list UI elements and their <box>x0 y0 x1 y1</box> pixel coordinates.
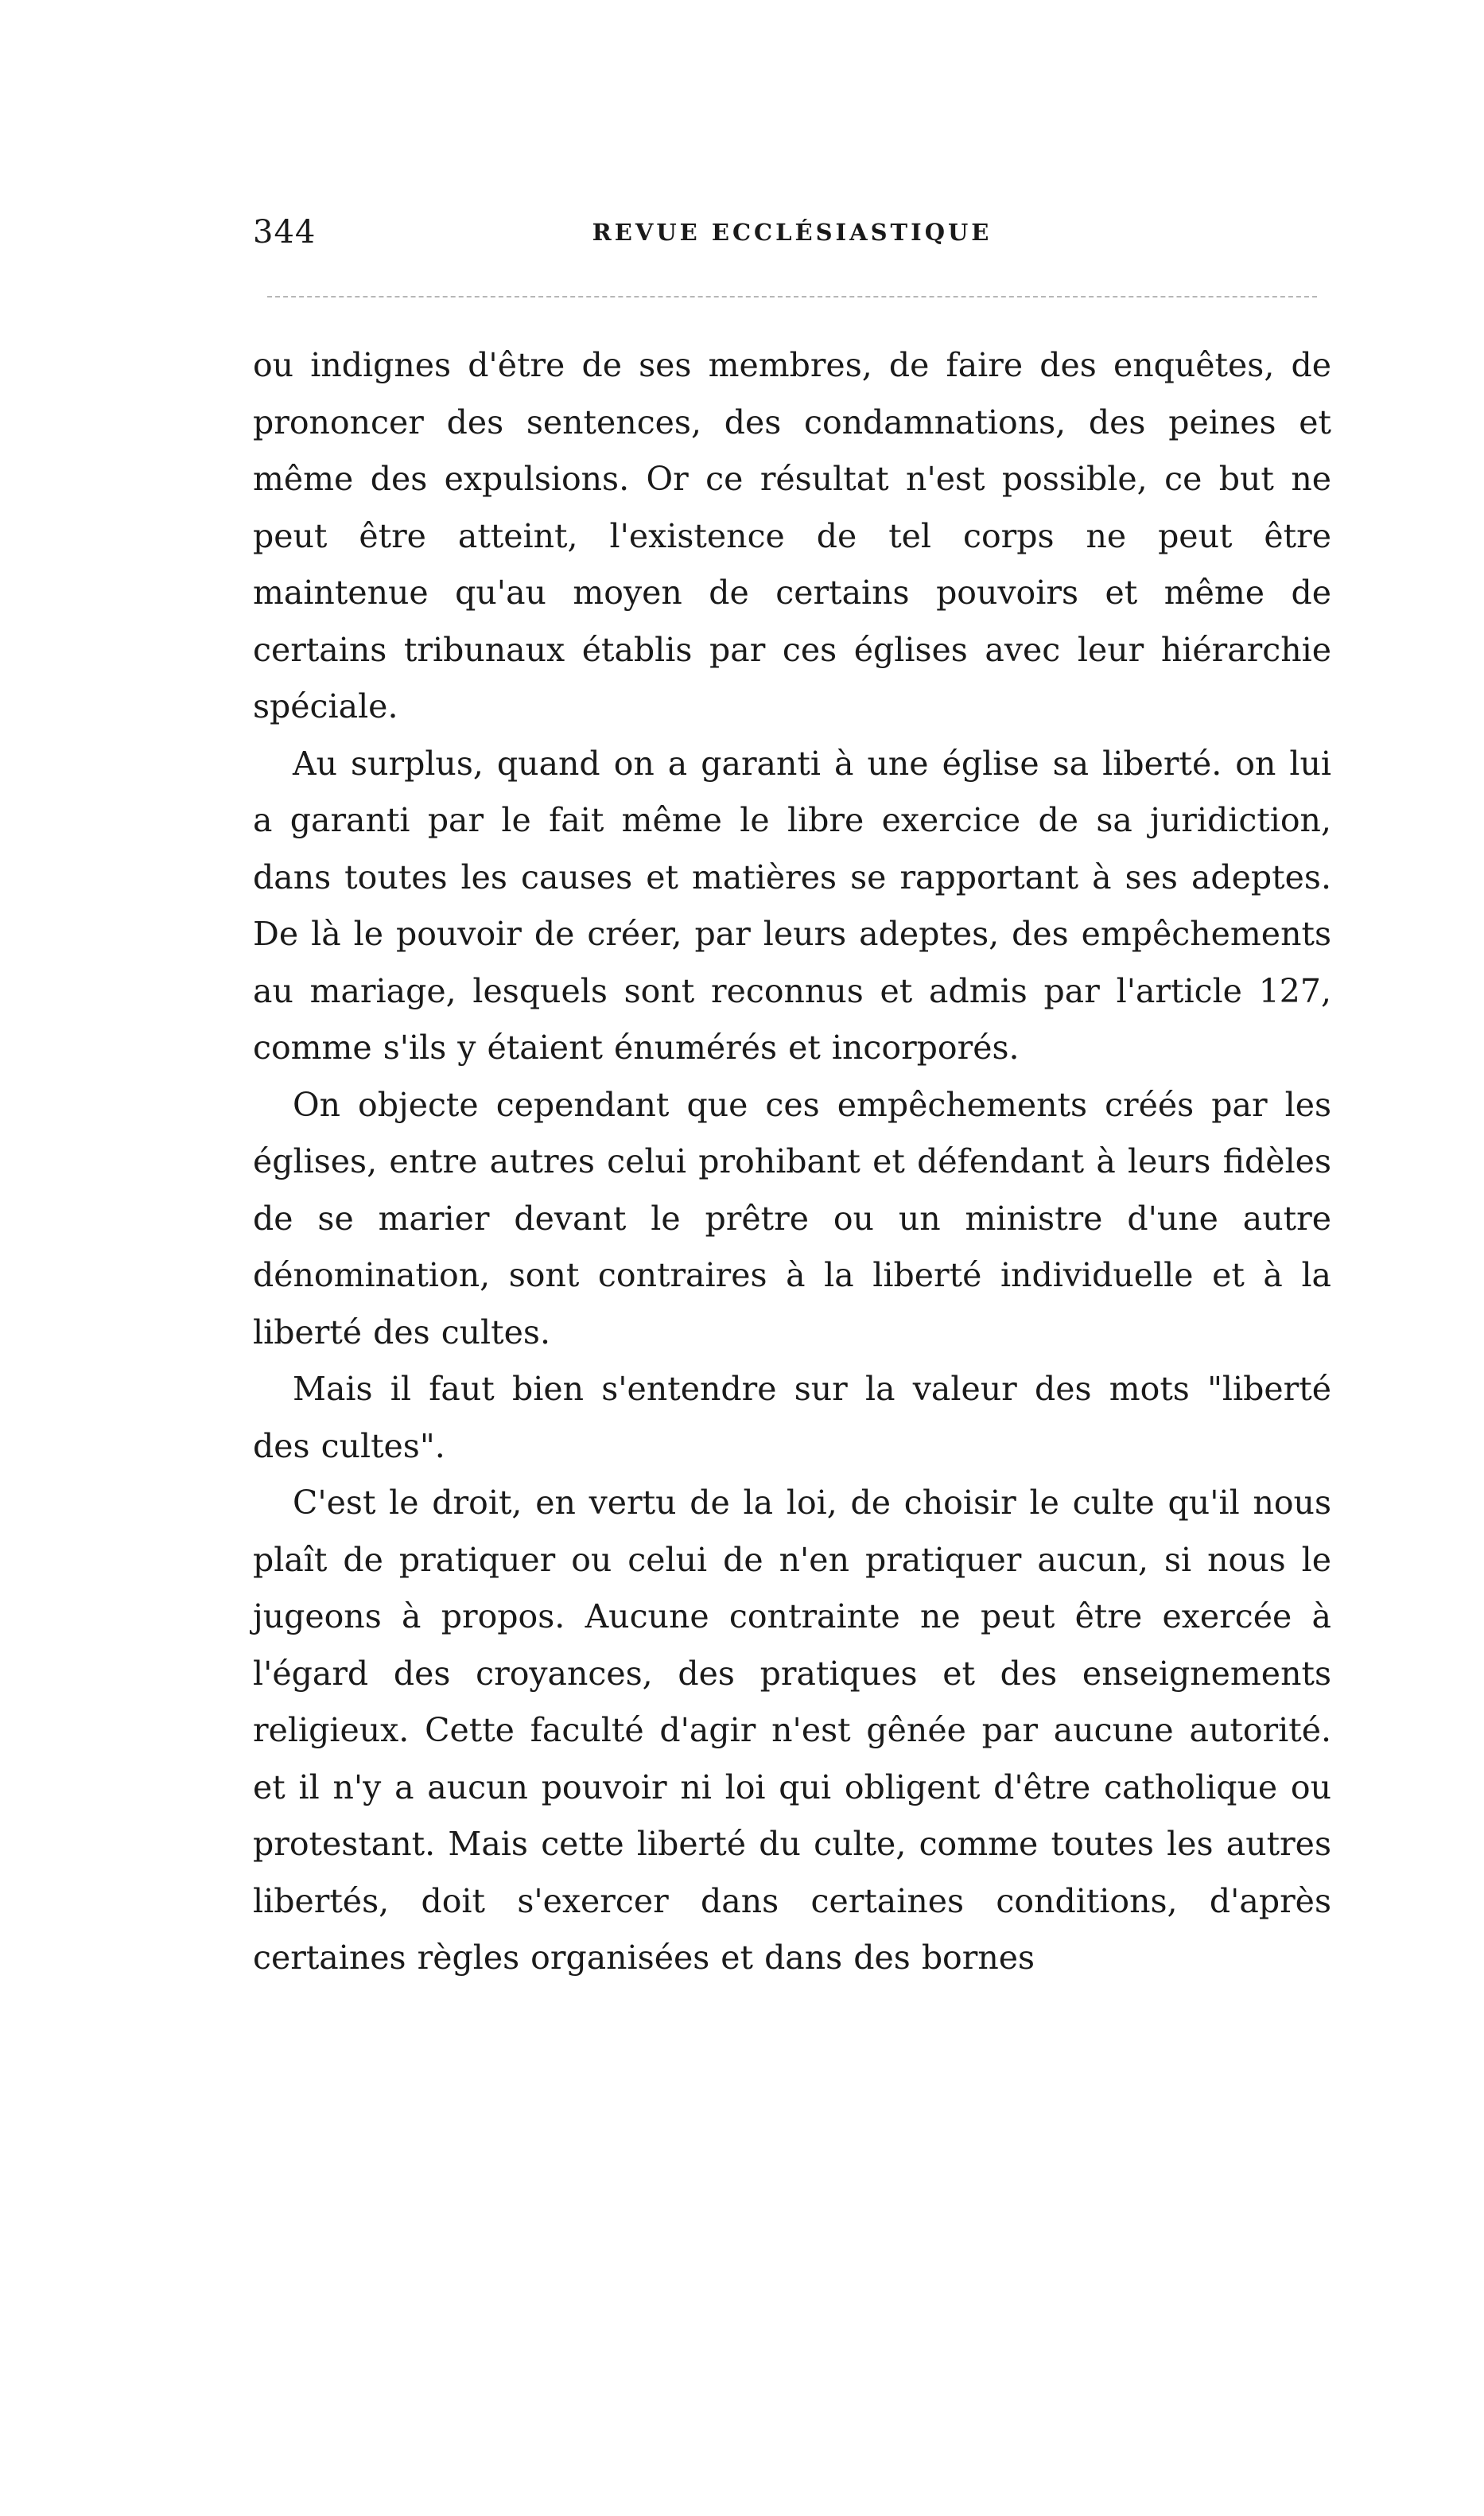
paragraph-5: C'est le droit, en vertu de la loi, de choisir le culte qu'il nous plaît de pratiquer ou celui de n'en pratiquer aucun, si nous le jugeons à propos. Aucune contrainte ne peut être exercée à l'égard des croyances, des pratiques et des enseignements religieux. Cette faculté d'agir n'est gênée par aucune autorité. et il n'y a aucun pouvoir ni loi qui obligent d'être catholique ou protestant. Mais cette liberté du culte, comme toutes les autres libertés, doit s'exercer dans certaines conditions, d'après certaines règles organisées et dans des bornes <box>253 1484 1331 1977</box>
paragraph-1: ou indignes d'être de ses membres, de faire des enquêtes, de prononcer des sentences, des condamnations, des peines et même des expulsions. Or ce résultat n'est possible, ce but ne peut être atteint, l'existence de tel corps ne peut être maintenue qu'au moyen de certains pouvoirs et même de certains tribunaux établis par ces églises avec leur hiérarchie spéciale. <box>253 346 1331 725</box>
paragraph-4: Mais il faut bien s'entendre sur la valeur des mots "liberté des cultes". <box>253 1370 1331 1465</box>
body-text <box>253 337 1331 1987</box>
page-header <box>253 208 1331 256</box>
paragraph-2: Au surplus, quand on a garanti à une église sa liberté. on lui a garanti par le fait même le libre exercice de sa juridiction, dans toutes les causes et matières se rapportant à ses adeptes. De là le pouvoir de créer, par leurs adeptes, des empêchements au mariage, lesquels sont reconnus et admis par l'article 127, comme s'ils y étaient énumérés et incorporés. <box>253 744 1331 1067</box>
header-rule <box>267 296 1317 297</box>
page-number: 344 <box>253 214 317 251</box>
running-title: REVUE ECCLÉSIASTIQUE <box>592 219 993 246</box>
paragraph-3: On objecte cependant que ces empêchements créés par les églises, entre autres celui prohibant et défendant à leurs fidèles de se marier devant le prêtre ou un ministre d'une autre dénomination, sont contraires à la liberté individuelle et à la liberté des cultes. <box>253 1085 1331 1351</box>
